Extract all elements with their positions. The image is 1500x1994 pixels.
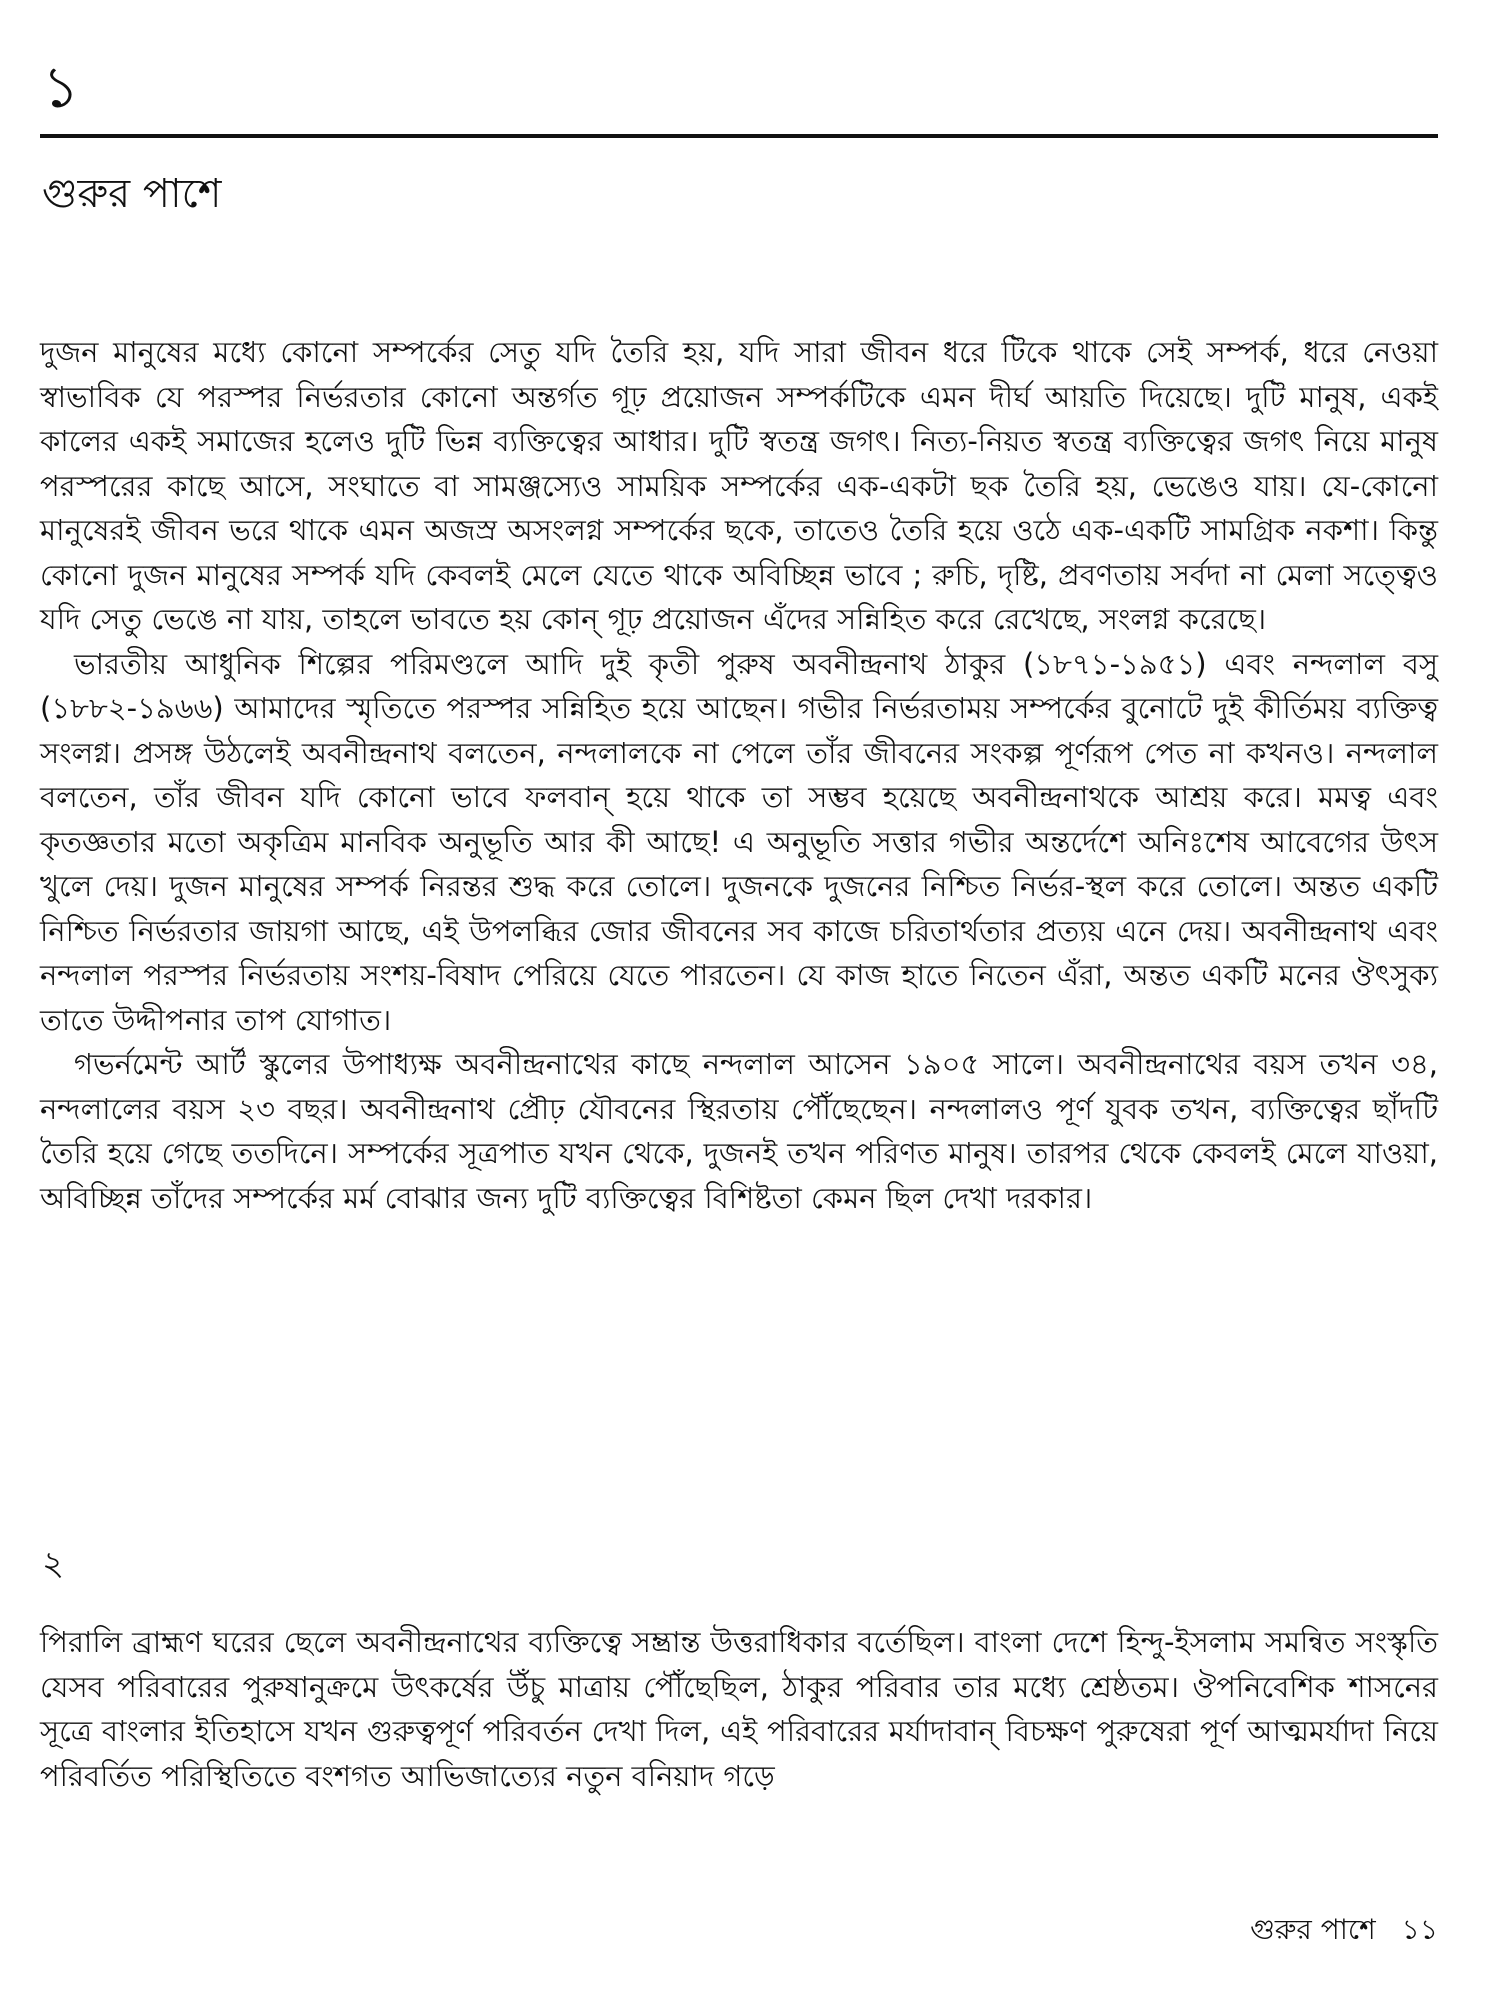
paragraph-2: ভারতীয় আধুনিক শিল্পের পরিমণ্ডলে আদি দুই কৃতী পুরুষ অবনীন্দ্রনাথ ঠাকুর (১৮৭১-১৯৫১) এবং নন্দলাল বসু (১৮৮২-১৯৬৬) আমাদের স্মৃতিতে পরস্পর সন্নিহিত হয়ে আছেন। গভীর নির্ভরতাময় সম্পর্কের বুনোটে দুই কীর্তিময় ব্যক্তিত্ব সংলগ্ন। প্রসঙ্গ উঠলেই অবনীন্দ্রনাথ বলতেন, নন্দলালকে না পেলে তাঁর জীবনের সংকল্প পূর্ণরূপ পেত না কখনও। নন্দলাল বলতেন, তাঁর জীবন যদি কোনো ভাবে ফলবান্ হয়ে থাকে তা সম্ভব হয়েছে অবনীন্দ্রনাথকে আশ্রয় করে। মমত্ব এবং কৃতজ্ঞতার মতো অকৃত্রিম মানবিক অনুভূতি আর কী আছে! এ অনুভূতি সত্তার গভীর অন্তর্দেশে অনিঃশেষ আবেগের উৎস খুলে দেয়। দুজন মানুষের সম্পর্ক নিরন্তর শুদ্ধ করে তোলে। দুজনকে দুজনের নিশ্চিত নির্ভর-স্থল করে তোলে। অন্তত একটি নিশ্চিত নির্ভরতার জায়গা আছে, এই উপলব্ধির জোর জীবনের সব কাজে চরিতার্থতার প্রত্যয় এনে দেয়। অবনীন্দ্রনাথ এবং নন্দলাল পরস্পর নির্ভরতায় সংশয়-বিষাদ পেরিয়ে যেতে পারতেন। যে কাজ হাতে নিতেন এঁরা, অন্তত একটি মনের ঔৎসুক্য তাতে উদ্দীপনার তাপ যোগাত। [40,646,1438,1037]
paragraph-4: পিরালি ব্রাহ্মণ ঘরের ছেলে অবনীন্দ্রনাথের ব্যক্তিত্বে সম্ভ্রান্ত উত্তরাধিকার বর্তেছিল। বাংলা দেশে হিন্দু-ইসলাম সমন্বিত সংস্কৃতি যেসব পরিবারের পুরুষানুক্রমে উৎকর্ষের উঁচু মাত্রায় পৌঁছেছিল, ঠাকুর পরিবার তার মধ্যে শ্রেষ্ঠতম। ঔপনিবেশিক শাসনের সূত্রে বাংলার ইতিহাসে যখন গুরুত্বপূর্ণ পরিবর্তন দেখা দিল, এই পরিবারের মর্যাদাবান্ বিচক্ষণ পুরুষেরা পূর্ণ আত্মমর্যাদা নিয়ে পরিবর্তিত পরিস্থিতিতে বংশগত আভিজাত্যের নতুন বনিয়াদ গড়ে [40,1625,1438,1793]
paragraph-3: গভর্নমেন্ট আর্ট স্কুলের উপাধ্যক্ষ অবনীন্দ্রনাথের কাছে নন্দলাল আসেন ১৯০৫ সালে। অবনীন্দ্রনাথের বয়স তখন ৩৪, নন্দলালের বয়স ২৩ বছর। অবনীন্দ্রনাথ প্রৌঢ় যৌবনের স্থিরতায় পৌঁছেছেন। নন্দলালও পূর্ণ যুবক তখন, ব্যক্তিত্বের ছাঁদটি তৈরি হয়ে গেছে ততদিনে। সম্পর্কের সূত্রপাত যখন থেকে, দুজনই তখন পরিণত মানুষ। তারপর থেকে কেবলই মেলে যাওয়া, অবিচ্ছিন্ন তাঁদের সম্পর্কের মর্ম বোঝার জন্য দুটি ব্যক্তিত্বের বিশিষ্টতা কেমন ছিল দেখা দরকার। [40,1047,1438,1215]
paragraph-1: দুজন মানুষের মধ্যে কোনো সম্পর্কের সেতু যদি তৈরি হয়, যদি সারা জীবন ধরে টিকে থাকে সেই সম্পর্ক, ধরে নেওয়া স্বাভাবিক যে পরস্পর নির্ভরতার কোনো অন্তর্গত গূঢ় প্রয়োজন সম্পর্কটিকে এমন দীর্ঘ আয়তি দিয়েছে। দুটি মানুষ, একই কালের একই সমাজের হলেও দুটি ভিন্ন ব্যক্তিত্বের আধার। দুটি স্বতন্ত্র জগৎ। নিত্য-নিয়ত স্বতন্ত্র ব্যক্তিত্বের জগৎ নিয়ে মানুষ পরস্পরের কাছে আসে, সংঘাতে বা সামঞ্জস্যেও সাময়িক সম্পর্কের এক-একটা ছক তৈরি হয়, ভেঙেও যায়। যে-কোনো মানুষেরই জীবন ভরে থাকে এমন অজস্র অসংলগ্ন সম্পর্কের ছকে, তাতেও তৈরি হয়ে ওঠে এক-একটি সামগ্রিক নকশা। কিন্তু কোনো দুজন মানুষের সম্পর্ক যদি কেবলই মেলে যেতে থাকে অবিচ্ছিন্ন ভাবে ; রুচি, দৃষ্টি, প্রবণতায় সর্বদা না মেলা সত্ত্বেও যদি সেতু ভেঙে না যায়, তাহলে ভাবতে হয় কোন্ গূঢ় প্রয়োজন এঁদের সন্নিহিত করে রেখেছে, সংলগ্ন করেছে। [40,335,1438,636]
chapter-number: ১ [42,53,80,121]
section-1-body [40,330,1438,1220]
section-2-body [40,1620,1438,1798]
section-number: ২ [42,1544,65,1584]
page-number: ১১ [1401,1913,1438,1946]
running-title: গুরুর পাশে [1250,1913,1376,1946]
header-rule [40,134,1438,138]
chapter-title: গুরুর পাশে [42,171,222,217]
page-footer [1224,1910,1438,1950]
